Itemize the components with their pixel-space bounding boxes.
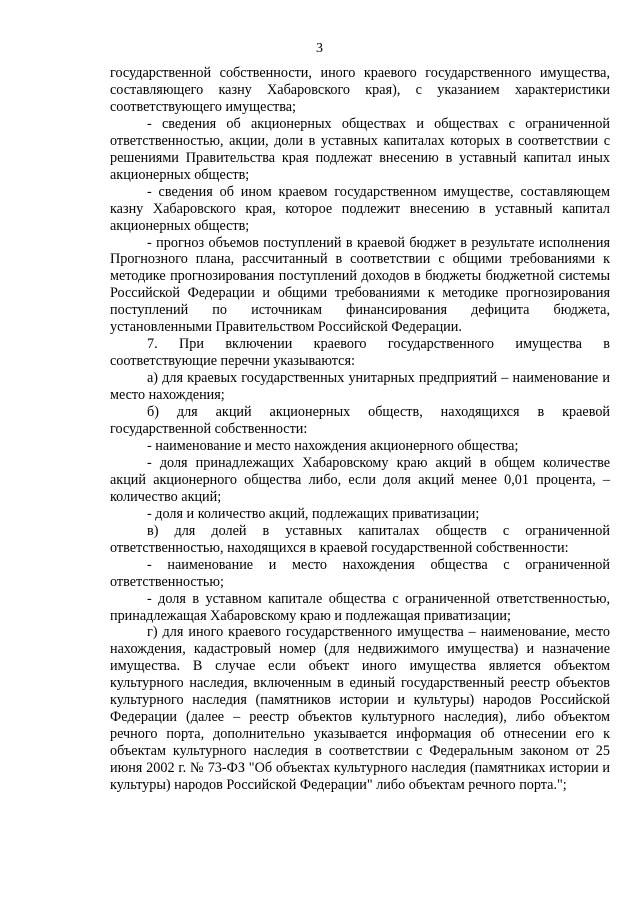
paragraph: - наименование и место нахождения акционерного общества; [147,437,519,454]
paragraph: а) для краевых государственных унитарных предприятий – наименование и место нахождения; [110,370,610,404]
paragraph: в) для долей в уставных капиталах обществ с ограниченной ответственностью, находящихся в краевой государственной собственности: [110,522,610,556]
paragraph: государственной собственности, иного краевого государственного имущества, составляющего казну Хабаровского края), с указанием характеристики соответствующего имущества; [110,65,610,115]
paragraph: - доля в уставном капитале общества с ограниченной ответственностью, принадлежащая Хабаровскому краю и подлежащая приватизации; [110,590,610,624]
paragraph: - прогноз объемов поступлений в краевой бюджет в результате исполнения Прогнозного плана, рассчитанный в соответствии с общими требованиями к методике прогнозирования поступлений доходов в бюджеты бюджетной системы Российской Федерации и общими требованиями к методике прогнозирования поступлений по источникам финансирования дефицита бюджета, установленными Правительством Российской Федерации. [110,234,610,336]
paragraph: - доля принадлежащих Хабаровскому краю акций в общем количестве акций акционерного общества либо, если доля акций менее 0,01 процента, – количество акций; [110,454,610,505]
paragraph: - сведения об ином краевом государственном имуществе, составляющем казну Хабаровского края, которое подлежит внесению в уставный капитал акционерных обществ; [110,183,610,234]
page-number: 3 [316,41,323,56]
paragraph: 7. При включении краевого государственного имущества в соответствующие перечни указываются: [110,336,610,370]
paragraph: б) для акций акционерных обществ, находящихся в краевой государственной собственности: [110,404,610,438]
paragraph: - сведения об акционерных обществах и обществах с ограниченной ответственностью, акции, доли в уставных капиталах которых в соответствии с решениями Правительства края подлежат внесению в уставный капитал иных акционерных обществ; [110,115,610,183]
paragraph: г) для иного краевого государственного имущества – наименование, место нахождения, кадастровый номер (для недвижимого имущества) и назначение имущества. В случае если объект иного имущества является объектом культурного наследия, включенным в единый государственный реестр объектов культурного наследия (памятников истории и культуры) народов Российской Федерации (далее – реестр объектов культурного наследия), либо объектом речного порта, дополнительно указывается информация об отнесении его к объектам культурного наследия в соответствии с Федеральным законом от 25 июня 2002 г. № 73-ФЗ "Об объектах культурного наследия (памятниках истории и культуры) народов Российской Федерации" либо объектам речного порта."; [110,624,610,794]
document-body [110,65,610,794]
paragraph: - доля и количество акций, подлежащих приватизации; [147,505,480,522]
paragraph: - наименование и место нахождения общества с ограниченной ответственностью; [110,556,610,590]
